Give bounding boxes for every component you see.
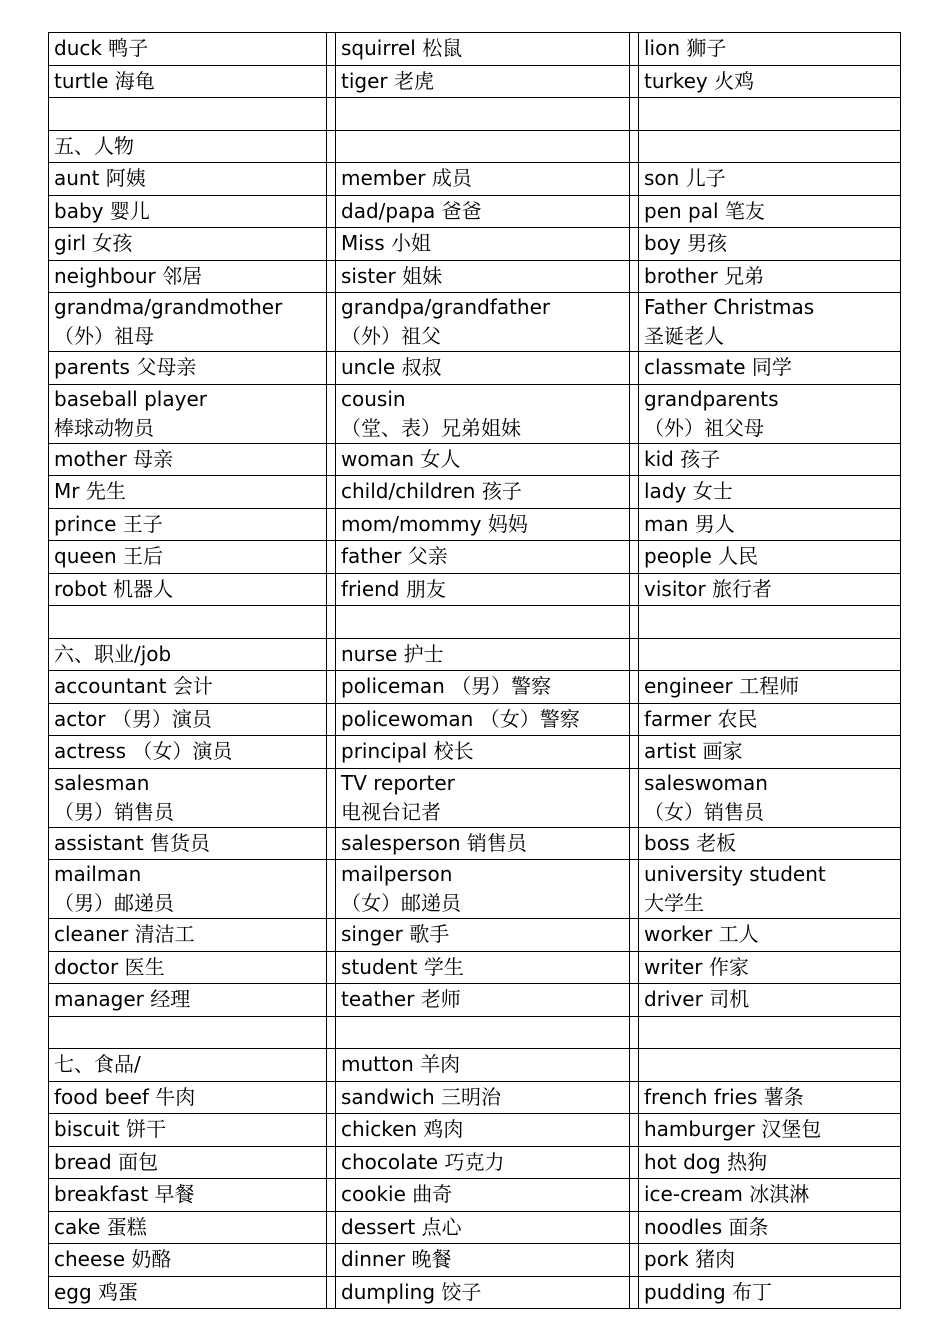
vocabulary-table-body: [49, 33, 901, 1309]
vocab-cell: cheese 奶酪: [49, 1244, 327, 1277]
column-spacer: [630, 1146, 639, 1179]
table-row: [49, 1081, 901, 1114]
vocab-cell: [639, 860, 901, 919]
column-spacer: [327, 703, 336, 736]
column-spacer: [630, 98, 639, 131]
column-spacer: [327, 951, 336, 984]
vocab-cell: brother 兄弟: [639, 260, 901, 293]
column-spacer: [630, 33, 639, 66]
vocab-cell: mother 母亲: [49, 443, 327, 476]
column-spacer: [327, 1081, 336, 1114]
table-row: [49, 951, 901, 984]
column-spacer: [327, 984, 336, 1017]
vocab-cell: principal 校长: [336, 736, 630, 769]
vocab-cell: [639, 384, 901, 443]
column-spacer: [630, 508, 639, 541]
column-spacer: [630, 384, 639, 443]
vocab-cell: [49, 384, 327, 443]
column-spacer: [630, 195, 639, 228]
vocab-cell: kid 孩子: [639, 443, 901, 476]
vocab-cell: policewoman （女）警察: [336, 703, 630, 736]
vocab-cell: writer 作家: [639, 951, 901, 984]
vocab-cell: baby 婴儿: [49, 195, 327, 228]
column-spacer: [630, 638, 639, 671]
vocab-line: Father Christmas: [644, 295, 815, 319]
vocab-cell: bread 面包: [49, 1146, 327, 1179]
vocab-cell: manager 经理: [49, 984, 327, 1017]
table-row: [49, 703, 901, 736]
table-row: [49, 827, 901, 860]
column-spacer: [630, 1081, 639, 1114]
vocab-cell: teather 老师: [336, 984, 630, 1017]
vocab-cell: parents 父母亲: [49, 352, 327, 385]
vocab-cell: [336, 98, 630, 131]
column-spacer: [630, 130, 639, 163]
column-spacer: [327, 163, 336, 196]
vocab-cell: boy 男孩: [639, 228, 901, 261]
vocab-cell: 七、食品/: [49, 1049, 327, 1082]
vocab-cell: member 成员: [336, 163, 630, 196]
vocab-line: （堂、表）兄弟姐妹: [341, 415, 521, 440]
table-row: [49, 130, 901, 163]
vocab-cell: ice-cream 冰淇淋: [639, 1179, 901, 1212]
vocab-cell: [49, 606, 327, 639]
column-spacer: [630, 541, 639, 574]
column-spacer: [327, 671, 336, 704]
table-row: [49, 768, 901, 827]
table-row: [49, 195, 901, 228]
table-row: [49, 984, 901, 1017]
column-spacer: [630, 260, 639, 293]
column-spacer: [327, 1211, 336, 1244]
column-spacer: [630, 476, 639, 509]
vocab-cell: man 男人: [639, 508, 901, 541]
vocab-line: 棒球动物员: [54, 415, 154, 440]
vocab-cell: dad/papa 爸爸: [336, 195, 630, 228]
vocab-line: mailman: [54, 862, 142, 886]
column-spacer: [630, 352, 639, 385]
vocab-cell: [639, 1016, 901, 1049]
vocab-cell: [639, 1049, 901, 1082]
column-spacer: [327, 384, 336, 443]
vocab-line: university student: [644, 862, 826, 886]
vocab-line: （女）邮递员: [341, 891, 461, 915]
table-row: [49, 1146, 901, 1179]
vocab-cell: engineer 工程师: [639, 671, 901, 704]
table-row: [49, 98, 901, 131]
column-spacer: [327, 352, 336, 385]
vocab-cell: policeman （男）警察: [336, 671, 630, 704]
column-spacer: [630, 1049, 639, 1082]
column-spacer: [327, 443, 336, 476]
column-spacer: [327, 860, 336, 919]
column-spacer: [630, 768, 639, 827]
vocab-cell: queen 王后: [49, 541, 327, 574]
vocab-cell: [336, 1016, 630, 1049]
table-row: [49, 1179, 901, 1212]
vocab-line: TV reporter: [341, 770, 455, 795]
vocab-cell: boss 老板: [639, 827, 901, 860]
vocab-cell: cake 蛋糕: [49, 1211, 327, 1244]
column-spacer: [327, 1146, 336, 1179]
vocab-cell: robot 机器人: [49, 573, 327, 606]
column-spacer: [327, 768, 336, 827]
vocab-cell: squirrel 松鼠: [336, 33, 630, 66]
table-row: [49, 33, 901, 66]
vocab-cell: salesperson 销售员: [336, 827, 630, 860]
column-spacer: [630, 827, 639, 860]
table-row: [49, 293, 901, 352]
vocab-cell: egg 鸡蛋: [49, 1276, 327, 1309]
vocab-cell: [336, 130, 630, 163]
column-spacer: [630, 443, 639, 476]
table-row: [49, 1114, 901, 1147]
vocab-cell: friend 朋友: [336, 573, 630, 606]
column-spacer: [630, 163, 639, 196]
vocab-cell: chocolate 巧克力: [336, 1146, 630, 1179]
column-spacer: [630, 65, 639, 98]
vocab-cell: uncle 叔叔: [336, 352, 630, 385]
vocab-cell: tiger 老虎: [336, 65, 630, 98]
vocab-cell: lion 狮子: [639, 33, 901, 66]
vocab-cell: pudding 布丁: [639, 1276, 901, 1309]
column-spacer: [630, 1114, 639, 1147]
column-spacer: [630, 951, 639, 984]
vocab-cell: [49, 98, 327, 131]
vocab-cell: prince 王子: [49, 508, 327, 541]
column-spacer: [630, 671, 639, 704]
vocab-line: （外）祖母: [54, 324, 154, 348]
column-spacer: [327, 293, 336, 352]
column-spacer: [327, 1049, 336, 1082]
vocabulary-table: [48, 32, 901, 1309]
column-spacer: [327, 260, 336, 293]
column-spacer: [327, 1244, 336, 1277]
vocab-cell: sister 姐妹: [336, 260, 630, 293]
table-row: [49, 573, 901, 606]
table-row: [49, 65, 901, 98]
vocab-cell: turtle 海龟: [49, 65, 327, 98]
column-spacer: [327, 98, 336, 131]
vocab-line: grandparents: [644, 386, 779, 411]
vocab-cell: woman 女人: [336, 443, 630, 476]
table-row: [49, 1016, 901, 1049]
vocab-cell: lady 女士: [639, 476, 901, 509]
vocab-cell: nurse 护士: [336, 638, 630, 671]
vocab-cell: breakfast 早餐: [49, 1179, 327, 1212]
vocab-line: （外）祖父母: [644, 415, 764, 440]
column-spacer: [327, 606, 336, 639]
column-spacer: [630, 860, 639, 919]
column-spacer: [327, 508, 336, 541]
column-spacer: [630, 293, 639, 352]
vocab-line: baseball player: [54, 386, 207, 411]
column-spacer: [630, 919, 639, 952]
vocab-cell: [639, 768, 901, 827]
column-spacer: [630, 1016, 639, 1049]
vocab-cell: duck 鸭子: [49, 33, 327, 66]
vocab-cell: assistant 售货员: [49, 827, 327, 860]
table-row: [49, 163, 901, 196]
vocab-cell: classmate 同学: [639, 352, 901, 385]
vocab-line: cousin: [341, 386, 406, 411]
table-row: [49, 606, 901, 639]
vocab-line: saleswoman: [644, 770, 768, 795]
vocab-line: 电视台记者: [341, 799, 441, 824]
column-spacer: [327, 65, 336, 98]
vocab-cell: aunt 阿姨: [49, 163, 327, 196]
vocab-cell: driver 司机: [639, 984, 901, 1017]
vocab-cell: people 人民: [639, 541, 901, 574]
vocab-cell: [49, 293, 327, 352]
vocab-cell: 六、职业/job: [49, 638, 327, 671]
column-spacer: [327, 1276, 336, 1309]
vocab-cell: son 儿子: [639, 163, 901, 196]
vocab-line: （男）销售员: [54, 799, 174, 824]
vocab-cell: [336, 384, 630, 443]
vocab-cell: turkey 火鸡: [639, 65, 901, 98]
vocab-cell: father 父亲: [336, 541, 630, 574]
table-row: [49, 1276, 901, 1309]
vocab-cell: actor （男）演员: [49, 703, 327, 736]
column-spacer: [630, 984, 639, 1017]
vocab-line: grandpa/grandfather: [341, 295, 551, 319]
vocab-cell: cleaner 清洁工: [49, 919, 327, 952]
vocab-cell: hamburger 汉堡包: [639, 1114, 901, 1147]
column-spacer: [630, 1276, 639, 1309]
vocab-cell: visitor 旅行者: [639, 573, 901, 606]
vocab-cell: hot dog 热狗: [639, 1146, 901, 1179]
column-spacer: [327, 195, 336, 228]
column-spacer: [327, 33, 336, 66]
table-row: [49, 671, 901, 704]
column-spacer: [630, 703, 639, 736]
vocab-cell: noodles 面条: [639, 1211, 901, 1244]
vocab-cell: [336, 768, 630, 827]
vocab-cell: child/children 孩子: [336, 476, 630, 509]
vocab-line: mailperson: [341, 862, 453, 886]
vocab-cell: dessert 点心: [336, 1211, 630, 1244]
vocab-cell: [639, 130, 901, 163]
vocab-cell: student 学生: [336, 951, 630, 984]
table-row: [49, 260, 901, 293]
vocab-cell: mutton 羊肉: [336, 1049, 630, 1082]
column-spacer: [630, 606, 639, 639]
table-row: [49, 443, 901, 476]
column-spacer: [327, 228, 336, 261]
vocab-cell: dinner 晚餐: [336, 1244, 630, 1277]
column-spacer: [630, 736, 639, 769]
vocab-cell: food beef 牛肉: [49, 1081, 327, 1114]
column-spacer: [630, 1211, 639, 1244]
vocab-cell: [336, 293, 630, 352]
vocab-cell: [49, 1016, 327, 1049]
vocab-line: salesman: [54, 770, 150, 795]
vocab-cell: girl 女孩: [49, 228, 327, 261]
column-spacer: [327, 1179, 336, 1212]
table-row: [49, 736, 901, 769]
table-row: [49, 476, 901, 509]
vocab-cell: mom/mommy 妈妈: [336, 508, 630, 541]
table-row: [49, 1211, 901, 1244]
vocab-cell: [49, 860, 327, 919]
vocab-cell: pork 猪肉: [639, 1244, 901, 1277]
table-row: [49, 638, 901, 671]
column-spacer: [327, 541, 336, 574]
vocab-cell: singer 歌手: [336, 919, 630, 952]
vocab-cell: cookie 曲奇: [336, 1179, 630, 1212]
vocab-line: （女）销售员: [644, 799, 764, 824]
column-spacer: [327, 476, 336, 509]
vocab-cell: accountant 会计: [49, 671, 327, 704]
vocab-cell: Mr 先生: [49, 476, 327, 509]
vocab-cell: artist 画家: [639, 736, 901, 769]
column-spacer: [327, 1114, 336, 1147]
column-spacer: [327, 919, 336, 952]
column-spacer: [630, 1179, 639, 1212]
column-spacer: [630, 228, 639, 261]
vocab-line: 圣诞老人: [644, 324, 724, 348]
column-spacer: [327, 736, 336, 769]
table-row: [49, 1244, 901, 1277]
vocab-cell: [49, 768, 327, 827]
column-spacer: [327, 1016, 336, 1049]
vocab-cell: chicken 鸡肉: [336, 1114, 630, 1147]
column-spacer: [327, 573, 336, 606]
table-row: [49, 1049, 901, 1082]
column-spacer: [630, 573, 639, 606]
vocab-line: 大学生: [644, 891, 704, 915]
vocab-cell: french fries 薯条: [639, 1081, 901, 1114]
vocab-cell: biscuit 饼干: [49, 1114, 327, 1147]
vocab-line: （男）邮递员: [54, 891, 174, 915]
vocab-cell: [639, 638, 901, 671]
vocab-cell: farmer 农民: [639, 703, 901, 736]
vocab-cell: [639, 293, 901, 352]
vocab-cell: doctor 医生: [49, 951, 327, 984]
vocab-cell: 五、人物: [49, 130, 327, 163]
vocab-cell: Miss 小姐: [336, 228, 630, 261]
column-spacer: [630, 1244, 639, 1277]
column-spacer: [327, 638, 336, 671]
table-row: [49, 384, 901, 443]
vocab-cell: [336, 606, 630, 639]
table-row: [49, 860, 901, 919]
vocab-cell: [639, 606, 901, 639]
vocab-line: （外）祖父: [341, 324, 441, 348]
vocab-cell: [336, 860, 630, 919]
column-spacer: [327, 130, 336, 163]
table-row: [49, 352, 901, 385]
table-row: [49, 541, 901, 574]
vocab-cell: pen pal 笔友: [639, 195, 901, 228]
vocab-cell: actress （女）演员: [49, 736, 327, 769]
vocab-cell: sandwich 三明治: [336, 1081, 630, 1114]
table-row: [49, 508, 901, 541]
vocab-cell: dumpling 饺子: [336, 1276, 630, 1309]
table-row: [49, 228, 901, 261]
vocab-cell: neighbour 邻居: [49, 260, 327, 293]
table-row: [49, 919, 901, 952]
vocab-cell: [639, 98, 901, 131]
vocab-line: grandma/grandmother: [54, 295, 283, 319]
column-spacer: [327, 827, 336, 860]
vocab-cell: worker 工人: [639, 919, 901, 952]
